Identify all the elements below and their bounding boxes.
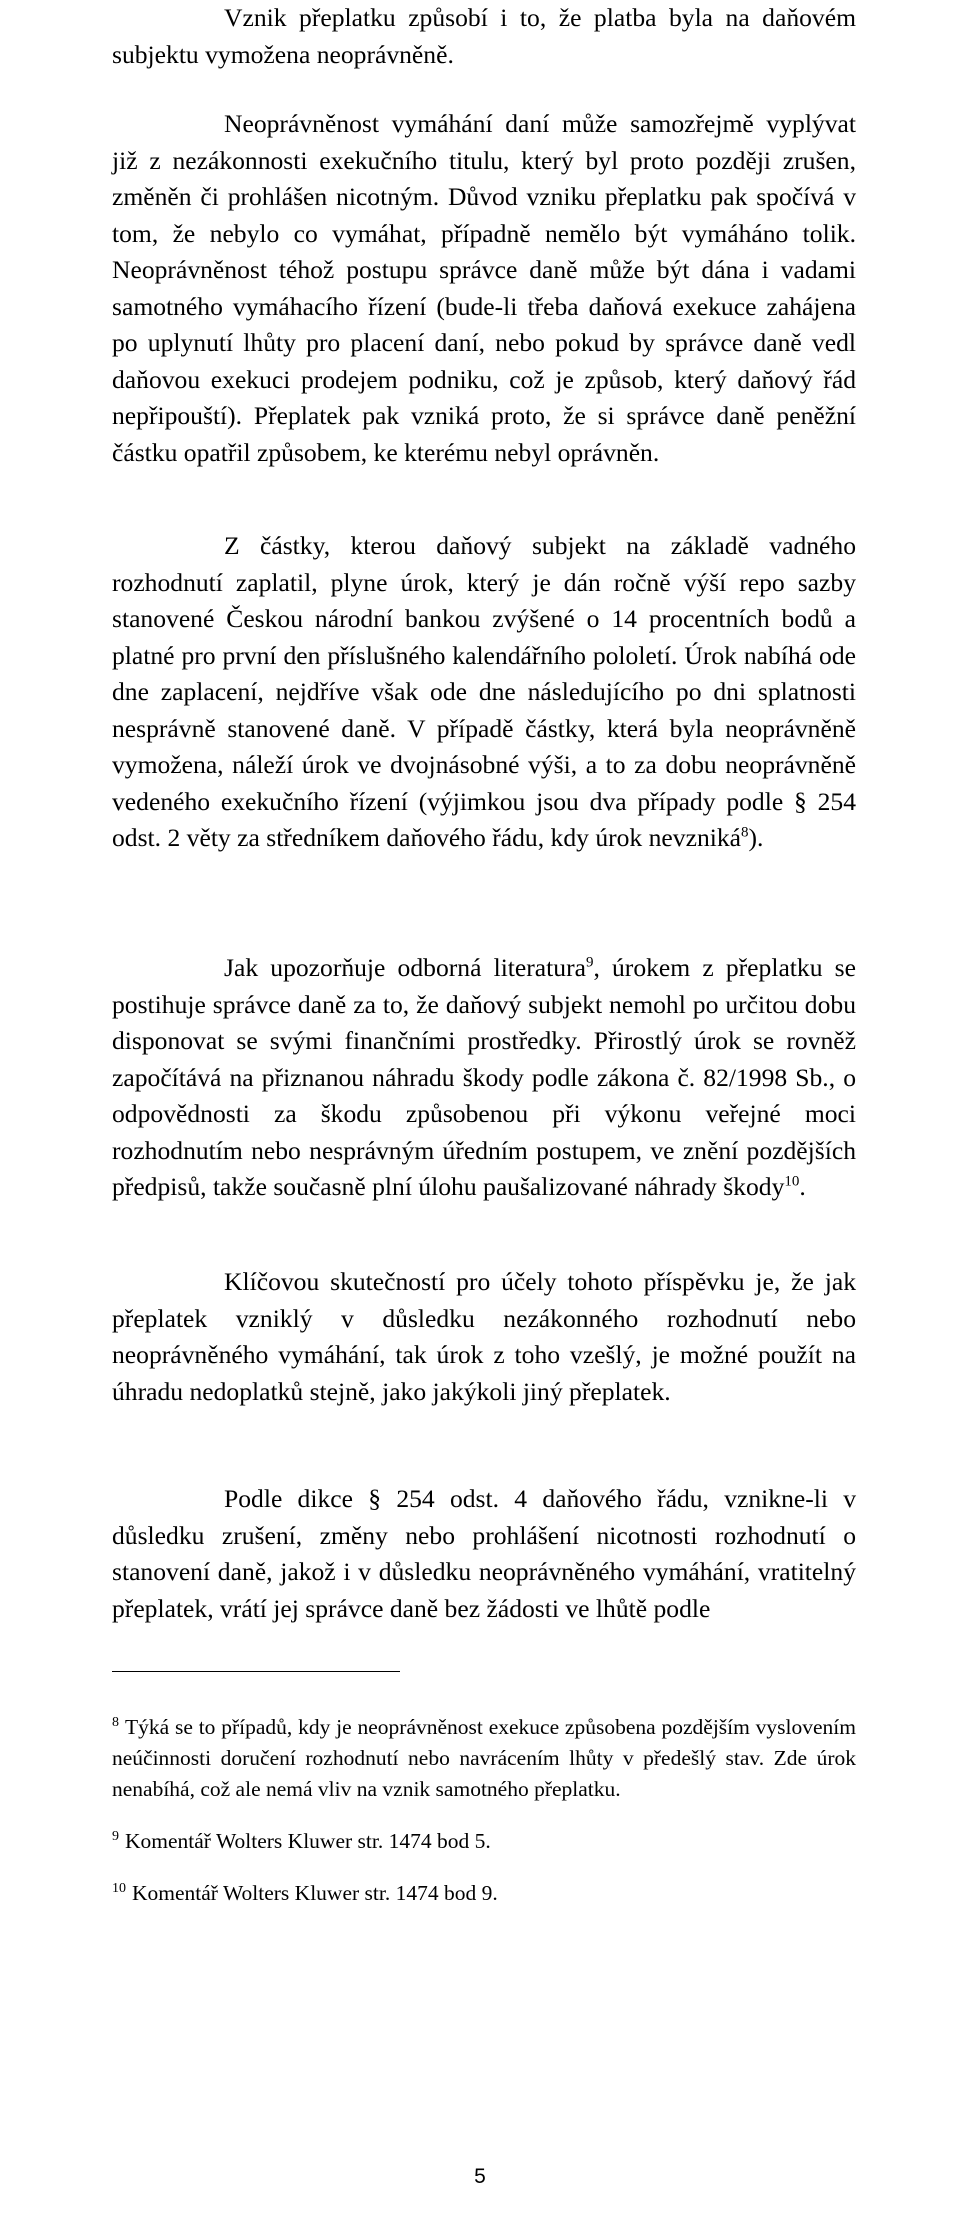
footnote-ref-10[interactable]: 10	[784, 1173, 800, 1190]
footnote-text: Týká se to případů, kdy je neoprávněnost exekuce způsobena pozdějším vyslovením neúčinnosti doručení rozhodnutí nebo navrácením lhůty v předešlý stav. Zde úrok nenabíhá, což ale nemá vliv na vznik samotného přeplatku.	[112, 1715, 856, 1801]
paragraph-3-text-b: 254 odst. 2 věty za středníkem daňového řádu, kdy úrok nevzniká	[112, 786, 857, 852]
paragraph-3-text-c: ).	[748, 823, 764, 852]
paragraph-4	[112, 950, 856, 1206]
footnote-text: Komentář Wolters Kluwer str. 1474 bod 5.	[125, 1829, 491, 1853]
footnote-separator	[112, 1671, 400, 1672]
footnote-number: 8	[112, 1714, 119, 1730]
footnote-number: 10	[112, 1880, 126, 1896]
paragraph-1: Vznik přeplatku způsobí i to, že platba byla na daňovém subjektu vymožena neoprávněně.	[112, 3, 856, 69]
footnote-10	[112, 1878, 856, 1909]
footnote-8	[112, 1712, 856, 1805]
paragraph-4-text-a: Jak upozorňuje odborná literatura	[224, 953, 586, 982]
footnotes	[112, 1712, 856, 1909]
paragraph-4-text-c: .	[799, 1172, 806, 1201]
paragraph-4-text-b: , úrokem z přeplatku se postihuje správce daně za to, že daňový subjekt nemohl po určitou dobu disponovat se svými finančními prostředky. Přirostlý úrok se rovněž započítává na přiznanou náhradu škody podle zákona č. 82/1998 Sb., o odpovědnosti za škodu způsobenou při výkonu veřejné moci rozhodnutím nebo nesprávným úředním postupem, ve znění pozdějších předpisů, takže současně plní úlohu paušalizované náhrady škody	[112, 953, 856, 1201]
section-sign: §	[794, 786, 807, 816]
paragraph-6-text-a: Podle dikce	[224, 1484, 353, 1513]
page-number: 5	[474, 2165, 486, 2188]
footnote-ref-8[interactable]: 8	[741, 824, 749, 841]
paragraph-2: Neoprávněnost vymáhání daní může samozřejmě vyplývat již z nezákonnosti exekučního titulu, který byl proto později zrušen, změněn či prohlášen nicotným. Důvod vzniku přeplatku pak spočívá v tom, že nebylo co vymáhat, případně nemělo být vymáháno tolik. Neoprávněnost téhož postupu správce daně může být dána i vadami samotného vymáhacího řízení (bude-li třeba daňová exekuce zahájena po uplynutí lhůty pro placení daní, nebo pokud by správce daně vedl daňovou exekuci prodejem podniku, což je způsob, který daňový řád nepřipouští). Přeplatek pak vzniká proto, že si správce daně peněžní částku opatřil způsobem, ke kterému nebyl oprávněn.	[112, 109, 856, 467]
paragraph-3	[112, 528, 856, 857]
section-sign: §	[368, 1484, 382, 1513]
paragraph-5: Klíčovou skutečností pro účely tohoto příspěvku je, že jak přeplatek vzniklý v důsledku nezákonného rozhodnutí nebo neoprávněného vymáhání, tak úrok z toho vzešlý, je možné použít na úhradu nedoplatků stejně, jako jakýkoli jiný přeplatek.	[112, 1267, 856, 1406]
footnote-text: Komentář Wolters Kluwer str. 1474 bod 9.	[132, 1881, 498, 1905]
footnote-ref-9[interactable]: 9	[585, 954, 594, 971]
footnote-number: 9	[112, 1828, 119, 1844]
paragraph-6	[112, 1481, 856, 1627]
footnote-9	[112, 1826, 856, 1857]
paragraph-6-text-b: 254 odst. 4 daňového řádu, vznikne-li v důsledku zrušení, změny nebo prohlášení nicotnosti rozhodnutí o stanovení daně, jakož i v důsledku neoprávněného vymáhání, vratitelný přeplatek, vrátí jej správce daně bez žádosti ve lhůtě podle	[112, 1484, 857, 1623]
paragraph-3-text-a: Z částky, kterou daňový subjekt na základě vadného rozhodnutí zaplatil, plyne úrok, který je dán ročně výší repo sazby stanovené Českou národní bankou zvýšené o 14 procentních bodů a platné pro první den příslušného kalendářního pololetí. Úrok nabíhá ode dne zaplacení, nejdříve však ode dne následujícího po dni splatnosti nesprávně stanovené daně. V případě částky, která byla neoprávněně vymožena, náleží úrok ve dvojnásobné výši, a to za dobu neoprávněně vedeného exekučního řízení (výjimkou jsou dva případy podle	[112, 531, 856, 816]
